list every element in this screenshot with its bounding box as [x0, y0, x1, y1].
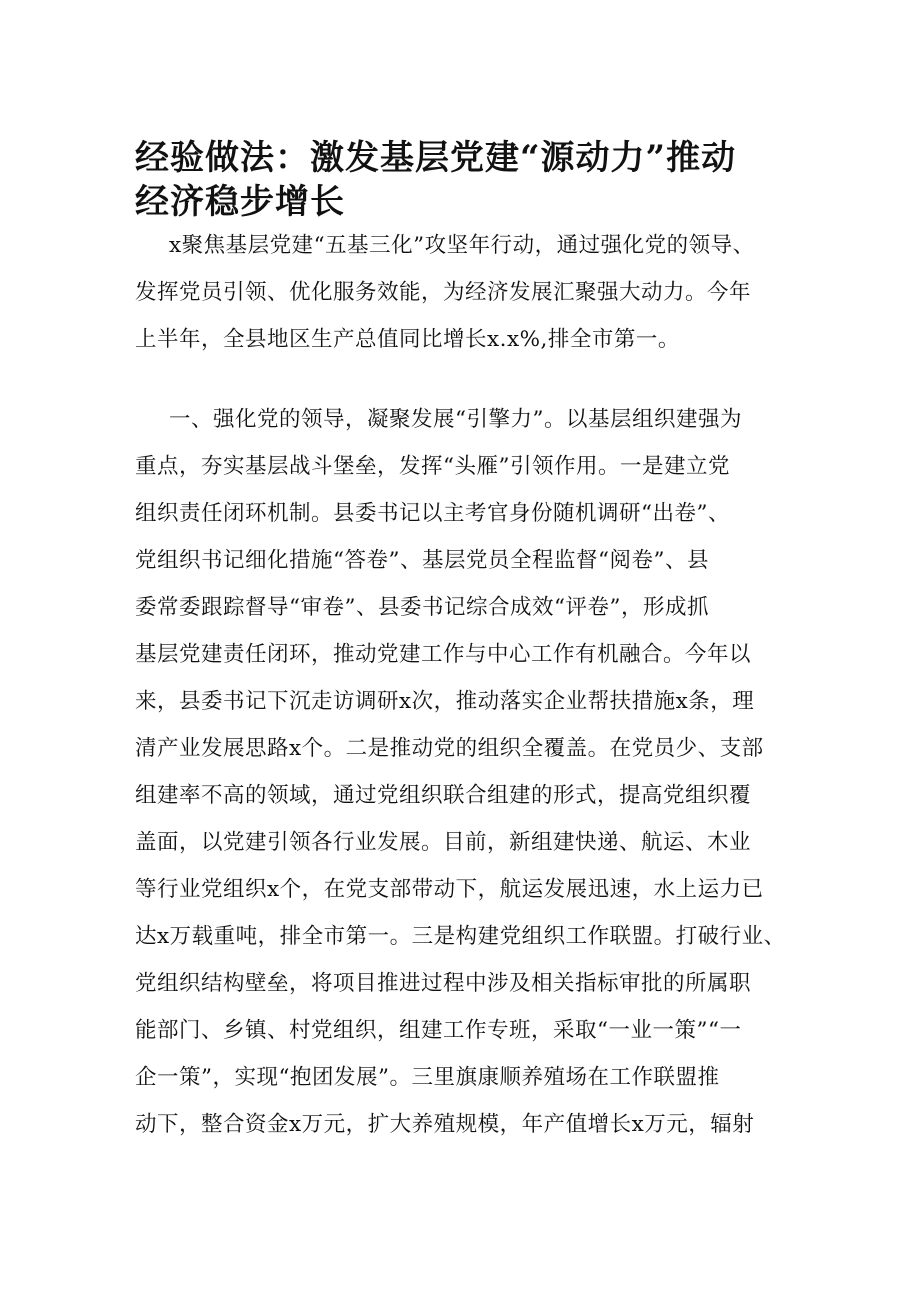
paragraph-line: 达x万载重吨，排全市第一。三是构建党组织工作联盟。打破行业、 — [135, 924, 786, 949]
paragraph-line: 重点，夯实基层战斗堡垒，发挥“头雁”引领作用。一是建立党 — [135, 454, 730, 479]
paragraph-line: 委常委跟踪督导“审卷”、县委书记综合成效“评卷”，形成抓 — [135, 595, 709, 620]
paragraph-line: 基层党建责任闭环，推动党建工作与中心工作有机融合。今年以 — [135, 642, 752, 667]
paragraph-line: 等行业党组织x个，在党支部带动下，航运发展迅速，水上运力已 — [135, 877, 764, 902]
title-line: 经验做法：激发基层党建“源动力”推动 — [135, 138, 737, 178]
paragraph-line: 发挥党员引领、优化服务效能，为经济发展汇聚强大动力。今年 — [135, 280, 752, 305]
paragraph-line: x聚焦基层党建“五基三化”攻坚年行动，通过强化党的领导、 — [169, 233, 755, 258]
paragraph-line: 上半年，全县地区生产总值同比增长x.x%,排全市第一。 — [135, 327, 680, 352]
title-line: 经济稳步增长 — [135, 182, 345, 222]
paragraph-line: 来，县委书记下沉走访调研x次，推动落实企业帮扶措施x条，理 — [135, 689, 755, 714]
paragraph-line: 能部门、乡镇、村党组织，组建工作专班，采取“一业一策”“一 — [135, 1018, 742, 1043]
paragraph-line: 企一策”，实现“抱团发展”。三里旗康顺养殖场在工作联盟推 — [135, 1065, 720, 1090]
paragraph-line: 党组织结构壁垒，将项目推进过程中涉及相关指标审批的所属职 — [135, 971, 752, 996]
paragraph-line: 组建率不高的领域，通过党组织联合组建的形式，提高党组织覆 — [135, 783, 752, 808]
paragraph-line: 一、强化党的领导，凝聚发展“引擎力”。以基层组织建强为 — [169, 407, 742, 432]
paragraph-line: 党组织书记细化措施“答卷”、基层党员全程监督“阅卷”、县 — [135, 548, 709, 573]
paragraph-line: 盖面，以党建引领各行业发展。目前，新组建快递、航运、木业 — [135, 830, 752, 855]
paragraph-line: 清产业发展思路x个。二是推动党的组织全覆盖。在党员少、支部 — [135, 736, 764, 761]
paragraph-line: 动下，整合资金x万元，扩大养殖规模，年产值增长x万元，辐射 — [135, 1112, 755, 1137]
document-title — [135, 136, 795, 224]
paragraph-line: 组织责任闭环机制。县委书记以主考官身份随机调研“出卷”、 — [135, 501, 730, 526]
